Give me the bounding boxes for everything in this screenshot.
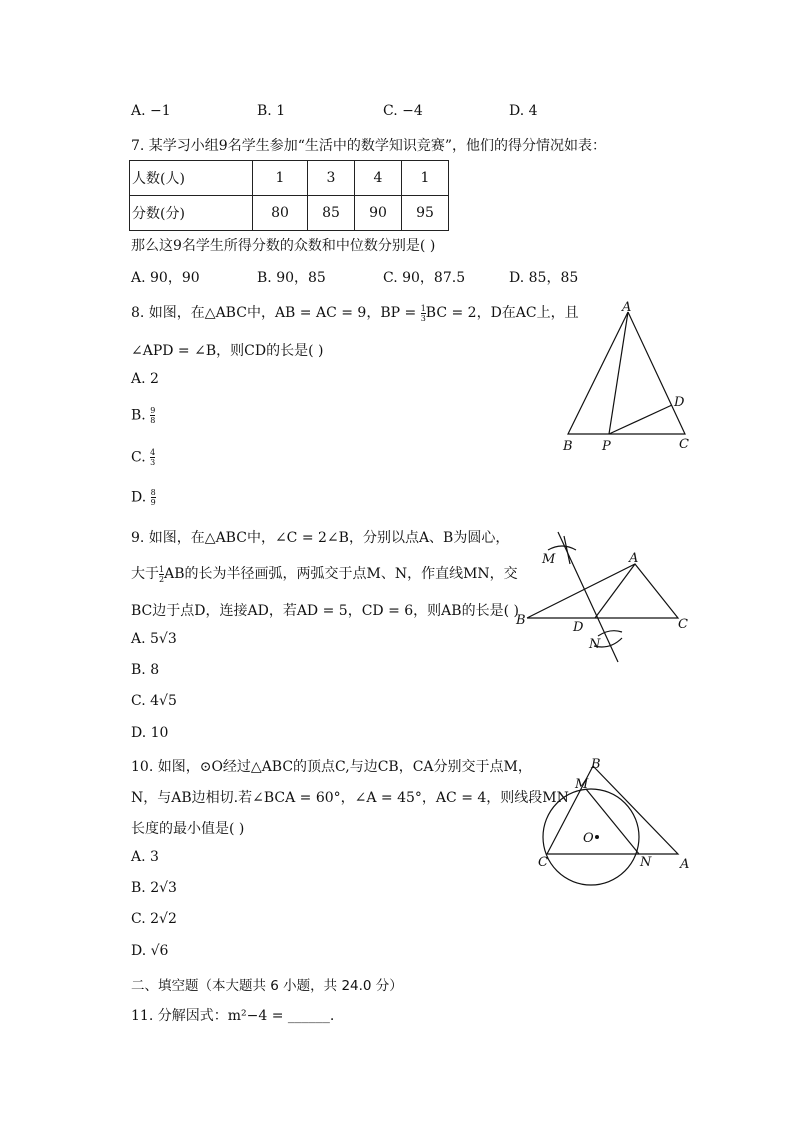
q6-option-d: D. 4 <box>509 103 538 119</box>
table-row <box>130 161 449 196</box>
triangle-abc <box>527 564 678 618</box>
q9-line2 <box>131 563 518 584</box>
table-cell: 3 <box>308 161 355 196</box>
segment-mn <box>586 789 639 854</box>
q10-line3: 长度的最小值是( ) <box>131 821 245 837</box>
label-b: B <box>591 757 601 772</box>
label-p: P <box>602 439 611 454</box>
fraction-denominator: 2 <box>159 574 165 584</box>
q7-options <box>131 267 635 287</box>
q9-line2-a: 大于 <box>131 566 159 582</box>
fraction-denominator: 8 <box>150 416 156 425</box>
fraction-denominator: 3 <box>420 313 426 323</box>
q8-option-b <box>131 406 155 425</box>
arc-m-upper <box>548 546 576 550</box>
q8-line1-a: 8. 如图，在△ABC中，AB = AC = 9，BP = <box>131 305 421 321</box>
q10-option-c: C. 2√2 <box>131 911 177 927</box>
q6-option-a: A. −1 <box>131 103 171 119</box>
q7-option-a: A. 90，90 <box>131 270 200 286</box>
q7-score-table <box>129 160 449 231</box>
label-c: C <box>679 437 689 452</box>
label-a: A <box>629 551 639 566</box>
label-a: A <box>680 857 690 872</box>
q8-line1 <box>131 302 579 323</box>
option-fraction <box>151 488 156 507</box>
q9-line3: BC边于点D，连接AD，若AD = 5，CD = 6，则AB的长是( ) <box>131 603 519 619</box>
fraction-denominator: 9 <box>150 498 156 507</box>
segment-ad <box>595 564 635 618</box>
q9-option-a: A. 5√3 <box>131 631 177 647</box>
q10-line1: 10. 如图，⊙O经过△ABC的顶点C,与边CB，CA分别交于点M， <box>131 759 532 775</box>
option-letter: D. <box>131 489 147 506</box>
fraction-numerator: 4 <box>150 448 156 457</box>
q7-question: 那么这9名学生所得分数的众数和中位数分别是( ) <box>131 238 436 254</box>
segment-pd <box>609 405 672 434</box>
q7-option-c: C. 90，87.5 <box>383 270 466 286</box>
fraction-numerator: 9 <box>150 406 156 415</box>
label-d: D <box>674 395 685 410</box>
q8-option-a: A. 2 <box>131 371 159 387</box>
q7-option-b: B. 90，85 <box>257 270 326 286</box>
q9-line1: 9. 如图，在△ABC中，∠C = 2∠B，分别以点A、B为圆心， <box>131 530 510 546</box>
option-fraction <box>150 448 155 467</box>
option-letter: C. <box>131 449 146 466</box>
table-cell: 85 <box>308 196 355 231</box>
option-fraction <box>150 406 155 425</box>
q10-option-a: A. 3 <box>131 849 159 865</box>
q6-options <box>131 103 635 119</box>
table-cell: 分数(分) <box>130 196 253 231</box>
triangle-abc <box>547 766 678 854</box>
arc-m-cross <box>564 536 570 564</box>
q7-text: 7. 某学习小组9名学生参加“生活中的数学知识竞赛”，他们的得分情况如表： <box>131 138 607 154</box>
label-n: N <box>640 855 652 870</box>
q7-option-d: D. 85，85 <box>509 270 579 286</box>
label-m: M <box>575 777 589 792</box>
q6-option-c: C. −4 <box>383 103 423 119</box>
section-title: 二、填空题（本大题共 6 小题，共 24.0 分） <box>131 978 403 994</box>
q9-line2-b: AB的长为半径画弧，两弧交于点M、N，作直线MN，交 <box>164 566 518 582</box>
q11-text: 11. 分解因式：m²−4 = ______. <box>131 1008 335 1024</box>
fraction-numerator: 1 <box>420 303 426 313</box>
label-m: M <box>542 552 556 567</box>
q9-triangle-figure <box>510 528 700 668</box>
q8-triangle-figure <box>555 298 705 458</box>
label-o: O <box>583 831 594 846</box>
label-b: B <box>563 439 573 454</box>
label-b: B <box>516 613 526 628</box>
fraction-numerator: 1 <box>159 564 165 574</box>
table-row <box>130 196 449 231</box>
table-cell: 95 <box>402 196 449 231</box>
q10-option-b: B. 2√3 <box>131 880 177 896</box>
q8-line2: ∠APD = ∠B，则CD的长是( ) <box>131 343 324 359</box>
label-a: A <box>622 300 632 315</box>
table-cell: 4 <box>355 161 402 196</box>
fraction-denominator: 3 <box>150 458 156 467</box>
q6-option-b: B. 1 <box>257 103 286 119</box>
q9-option-b: B. 8 <box>131 662 160 678</box>
table-cell: 90 <box>355 196 402 231</box>
q9-option-c: C. 4√5 <box>131 693 177 709</box>
label-n: N <box>589 637 601 652</box>
table-cell: 1 <box>402 161 449 196</box>
arc-n-upper <box>598 631 622 636</box>
q10-option-d: D. √6 <box>131 943 169 959</box>
option-letter: B. <box>131 407 146 424</box>
label-d: D <box>573 620 584 635</box>
table-cell: 80 <box>253 196 308 231</box>
fraction-numerator: 8 <box>150 488 156 497</box>
q10-line2: N，与AB边相切.若∠BCA = 60°，∠A = 45°，AC = 4，则线段MN <box>131 790 569 806</box>
q10-circle-figure <box>535 756 705 896</box>
table-cell: 人数(人) <box>130 161 253 196</box>
label-c: C <box>538 855 548 870</box>
q8-option-c <box>131 448 155 467</box>
table-cell: 1 <box>253 161 308 196</box>
triangle-abc <box>568 312 685 434</box>
q8-option-d <box>131 488 156 507</box>
q8-line1-b: BC = 2，D在AC上，且 <box>425 305 579 321</box>
label-c: C <box>678 617 688 632</box>
q9-option-d: D. 10 <box>131 725 169 741</box>
center-dot <box>595 835 599 839</box>
